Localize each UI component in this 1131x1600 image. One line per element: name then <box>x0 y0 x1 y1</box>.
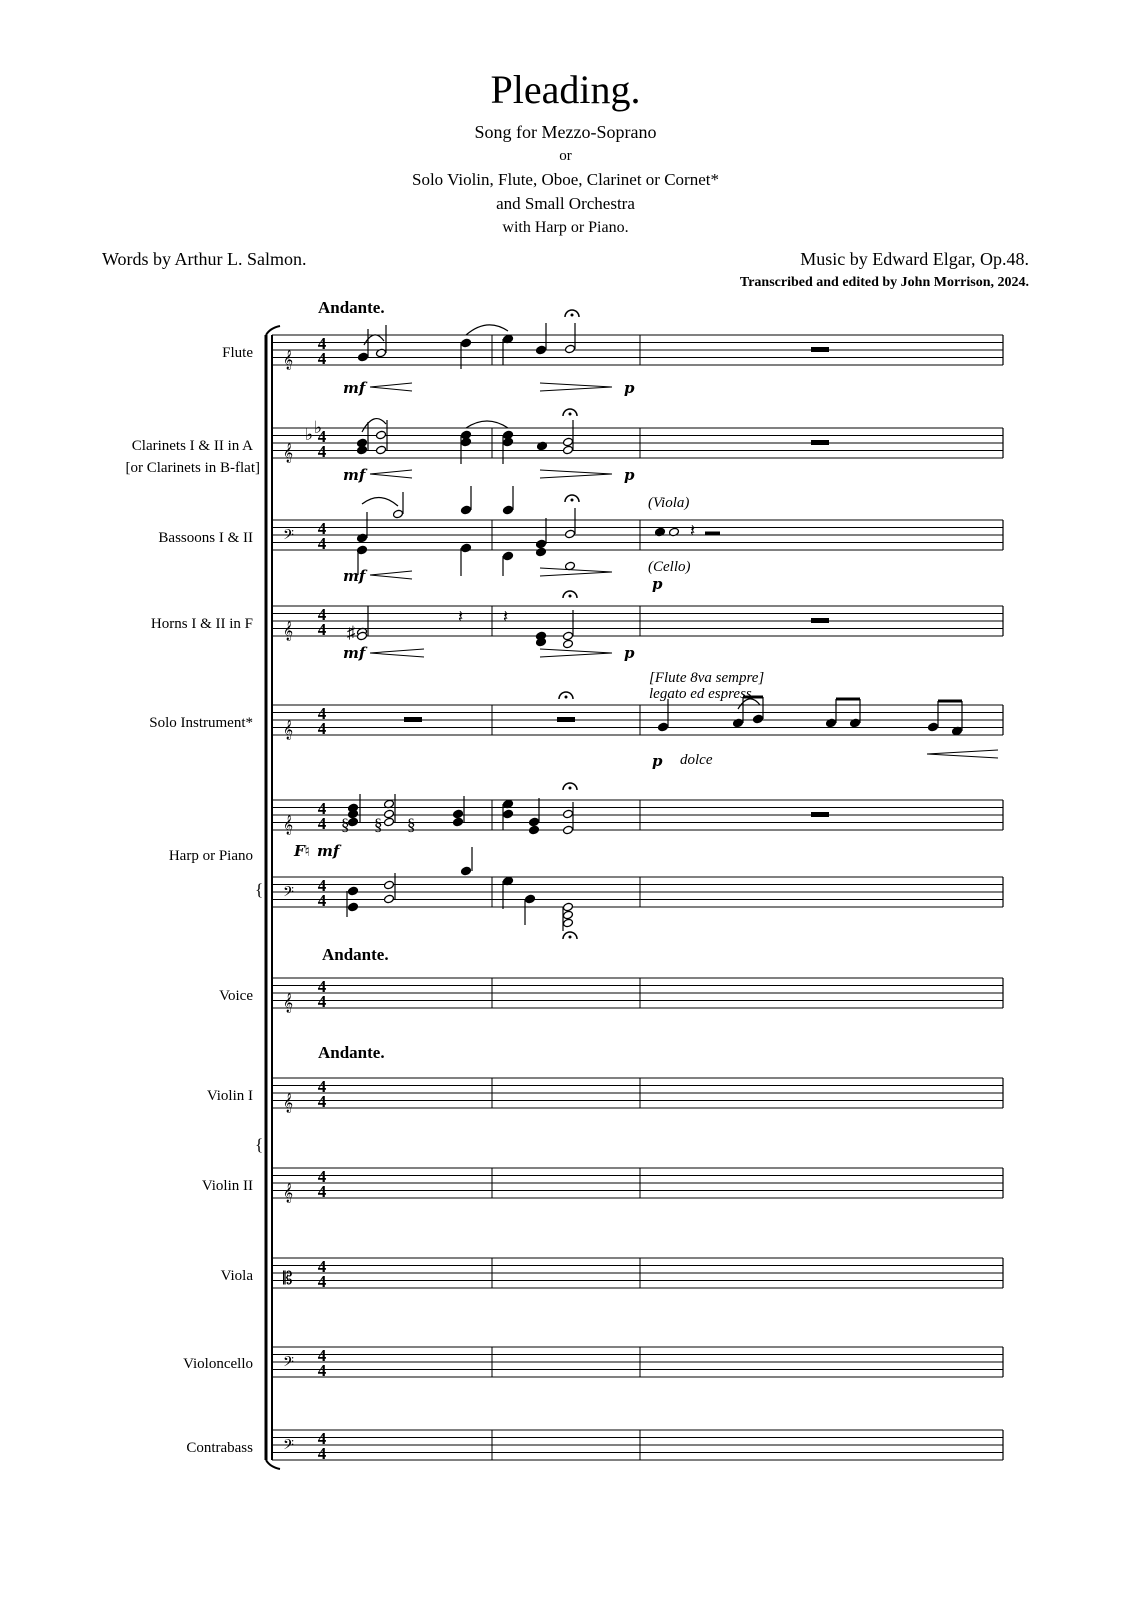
notehead <box>348 886 359 896</box>
notehead <box>453 817 464 827</box>
notehead <box>565 344 576 354</box>
notehead <box>384 809 395 819</box>
dynamic-p: p <box>624 466 635 484</box>
instrument-name: Violoncello <box>183 1356 253 1372</box>
crescendo-hairpin <box>927 754 998 758</box>
time-signature-denominator: 4 <box>317 992 327 1011</box>
time-signature-denominator: 4 <box>317 349 327 368</box>
dynamic-p: p <box>624 644 635 662</box>
notehead <box>563 809 574 819</box>
instrument-name-line-2: [or Clarinets in B-flat] <box>125 460 260 476</box>
diminuendo-hairpin <box>540 383 612 387</box>
notehead <box>503 551 514 561</box>
slur <box>466 325 508 335</box>
subtitle-line-4: and Small Orchestra <box>496 194 635 213</box>
notehead <box>358 352 369 362</box>
notehead <box>536 345 547 355</box>
whole-rest <box>557 717 575 722</box>
fermata-icon <box>569 936 572 939</box>
notehead <box>525 894 536 904</box>
notehead <box>563 631 574 641</box>
slur <box>364 335 384 345</box>
diminuendo-hairpin <box>540 653 612 657</box>
treble-clef-icon: 𝄞 <box>283 993 294 1012</box>
cue-label-cello: (Cello) <box>648 559 691 575</box>
whole-rest <box>811 812 829 817</box>
notehead <box>384 894 395 904</box>
instrument-name: Voice <box>219 988 253 1004</box>
instrument-name: Contrabass <box>186 1440 253 1456</box>
whole-rest <box>811 440 829 445</box>
subtitle-line-2: or <box>559 148 572 164</box>
notehead <box>503 809 514 819</box>
time-signature-denominator: 4 <box>317 1361 327 1380</box>
diminuendo-hairpin <box>540 572 612 576</box>
time-signature-denominator: 4 <box>317 719 327 738</box>
dynamic-mf: mf <box>343 379 366 397</box>
notehead <box>384 880 395 890</box>
instrument-name: Harp or Piano <box>168 848 253 864</box>
expression-dolce: dolce <box>680 752 713 768</box>
time-signature-numerator: 4 <box>317 1167 327 1186</box>
dynamic-mf: mf <box>343 644 366 662</box>
bass-clef-icon: 𝄢 <box>283 1354 294 1373</box>
fermata-icon <box>565 696 568 699</box>
diminuendo-hairpin <box>540 474 612 478</box>
tempo-marking: Andante. <box>318 1043 385 1062</box>
notehead <box>453 809 464 819</box>
page-title: Pleading. <box>490 67 641 112</box>
time-signature-numerator: 4 <box>317 1077 327 1096</box>
arpeggio-icon: § <box>407 815 416 834</box>
notehead <box>503 505 514 515</box>
subtitle-line-3: Solo Violin, Flute, Oboe, Clarinet or Cornet* <box>411 170 719 189</box>
cue-label-viola: (Viola) <box>648 495 690 511</box>
transcriber-credit: Transcribed and edited by John Morrison, 2024. <box>739 275 1029 290</box>
notehead <box>529 817 540 827</box>
crescendo-hairpin <box>370 575 412 579</box>
sharp-icon: ♯ <box>347 623 356 642</box>
treble-clef-icon: 𝄞 <box>283 621 294 640</box>
instrument-name: Bassoons I & II <box>158 530 253 546</box>
time-signature-numerator: 4 <box>317 427 327 446</box>
notehead <box>384 817 395 827</box>
fermata-icon <box>571 314 574 317</box>
lyricist-credit: Words by Arthur L. Salmon. <box>102 249 307 269</box>
notehead <box>753 714 764 724</box>
crescendo-hairpin <box>370 387 412 391</box>
time-signature-denominator: 4 <box>317 1182 327 1201</box>
slur <box>362 419 386 432</box>
notehead <box>563 902 574 912</box>
crescendo-hairpin <box>370 474 412 478</box>
crescendo-hairpin <box>370 383 412 387</box>
arpeggio-icon: § <box>374 815 383 834</box>
crescendo-hairpin <box>370 653 424 657</box>
notehead <box>563 825 574 835</box>
notehead <box>461 437 472 447</box>
diminuendo-hairpin <box>540 568 612 572</box>
time-signature-denominator: 4 <box>317 534 327 553</box>
dynamic-mf: mf <box>343 567 366 585</box>
flat-icon: ♭ <box>314 418 323 437</box>
instrument-name: Violin I <box>206 1088 253 1104</box>
treble-clef-icon: 𝄞 <box>283 720 294 739</box>
notehead <box>461 505 472 515</box>
notehead <box>376 430 387 440</box>
dynamic-p: p <box>652 752 663 770</box>
slur <box>466 421 508 428</box>
quarter-rest-icon: 𝄽 <box>503 607 509 626</box>
time-signature-numerator: 4 <box>317 1429 327 1448</box>
whole-rest <box>404 717 422 722</box>
treble-clef-icon: 𝄞 <box>283 1183 294 1202</box>
notehead <box>563 639 574 649</box>
time-signature-denominator: 4 <box>317 1092 327 1111</box>
notehead <box>536 547 547 557</box>
diminuendo-hairpin <box>540 387 612 391</box>
annotation-flute-8va: [Flute 8va sempre] <box>649 670 765 686</box>
score-layer <box>125 298 1003 1469</box>
fermata-icon <box>569 787 572 790</box>
dynamic-p: p <box>652 575 663 593</box>
time-signature-numerator: 4 <box>317 876 327 895</box>
whole-rest <box>811 618 829 623</box>
crescendo-hairpin <box>927 750 998 754</box>
instrument-name: Horns I & II in F <box>150 616 253 632</box>
treble-clef-icon: 𝄞 <box>283 1093 294 1112</box>
notehead <box>928 722 939 732</box>
time-signature-numerator: 4 <box>317 605 327 624</box>
notehead <box>563 445 574 455</box>
notehead <box>658 722 669 732</box>
bass-clef-icon: 𝄢 <box>283 884 294 903</box>
bass-clef-icon: 𝄢 <box>283 527 294 546</box>
instrument-name: Flute <box>222 345 253 361</box>
treble-clef-icon: 𝄞 <box>283 443 294 462</box>
instrument-name: Solo Instrument* <box>149 715 253 731</box>
dynamic-mf: mf <box>317 842 340 860</box>
notehead <box>461 543 472 553</box>
notehead <box>563 918 574 928</box>
quarter-rest-icon: 𝄽 <box>458 607 464 626</box>
notehead <box>529 825 540 835</box>
dynamic-mf: mf <box>343 466 366 484</box>
time-signature-denominator: 4 <box>317 891 327 910</box>
time-signature-numerator: 4 <box>317 799 327 818</box>
notehead <box>393 509 404 519</box>
notehead <box>357 445 368 455</box>
time-signature-numerator: 4 <box>317 334 327 353</box>
slur <box>362 497 398 506</box>
treble-clef-icon: 𝄞 <box>283 815 294 834</box>
composer-credit: Music by Edward Elgar, Op.48. <box>800 249 1029 269</box>
whole-rest <box>811 347 829 352</box>
quarter-rest-icon: 𝄽 <box>690 521 696 540</box>
instrument-name: Viola <box>220 1268 253 1284</box>
notehead <box>348 902 359 912</box>
time-signature-numerator: 4 <box>317 1346 327 1365</box>
fermata-icon <box>569 413 572 416</box>
notehead <box>563 910 574 920</box>
notehead <box>376 445 387 455</box>
time-signature-numerator: 4 <box>317 977 327 996</box>
diminuendo-hairpin <box>540 649 612 653</box>
system-bracket <box>266 326 280 335</box>
subtitle-line-1: Song for Mezzo-Soprano <box>474 122 657 142</box>
time-signature-denominator: 4 <box>317 620 327 639</box>
crescendo-hairpin <box>370 571 412 575</box>
crescendo-hairpin <box>370 649 424 653</box>
subtitle-line-5: with Harp or Piano. <box>502 219 629 236</box>
dynamic-p: p <box>624 379 635 397</box>
flat-icon: ♭ <box>305 425 314 444</box>
notehead <box>563 437 574 447</box>
fermata-icon <box>571 499 574 502</box>
treble-clef-icon: 𝄞 <box>283 350 294 369</box>
time-signature-denominator: 4 <box>317 1444 327 1463</box>
bass-clef-icon: 𝄢 <box>283 1437 294 1456</box>
notehead <box>565 529 576 539</box>
system-bracket <box>266 1460 280 1469</box>
notehead <box>461 866 472 876</box>
notehead <box>536 539 547 549</box>
time-signature-numerator: 4 <box>317 704 327 723</box>
tempo-marking: Andante. <box>322 945 389 964</box>
harp-brace-icon: { <box>255 880 264 899</box>
tempo-marking: Andante. <box>318 298 385 317</box>
crescendo-hairpin <box>370 470 412 474</box>
time-signature-denominator: 4 <box>317 814 327 833</box>
time-signature-denominator: 4 <box>317 442 327 461</box>
annotation-f-natural: F♮ <box>294 842 311 860</box>
annotation-legato: legato ed espress. <box>649 686 756 702</box>
time-signature-numerator: 4 <box>317 1257 327 1276</box>
time-signature-denominator: 4 <box>317 1272 327 1291</box>
diminuendo-hairpin <box>540 470 612 474</box>
instrument-name: Violin II <box>201 1178 253 1194</box>
time-signature-numerator: 4 <box>317 519 327 538</box>
violin-brace-icon: { <box>255 1135 264 1154</box>
instrument-name: Clarinets I & II in A <box>131 438 253 454</box>
arpeggio-icon: § <box>341 815 350 834</box>
notehead <box>503 437 514 447</box>
notehead <box>461 338 472 348</box>
fermata-icon <box>569 595 572 598</box>
alto-clef-icon: 𝄡 <box>283 1269 293 1288</box>
